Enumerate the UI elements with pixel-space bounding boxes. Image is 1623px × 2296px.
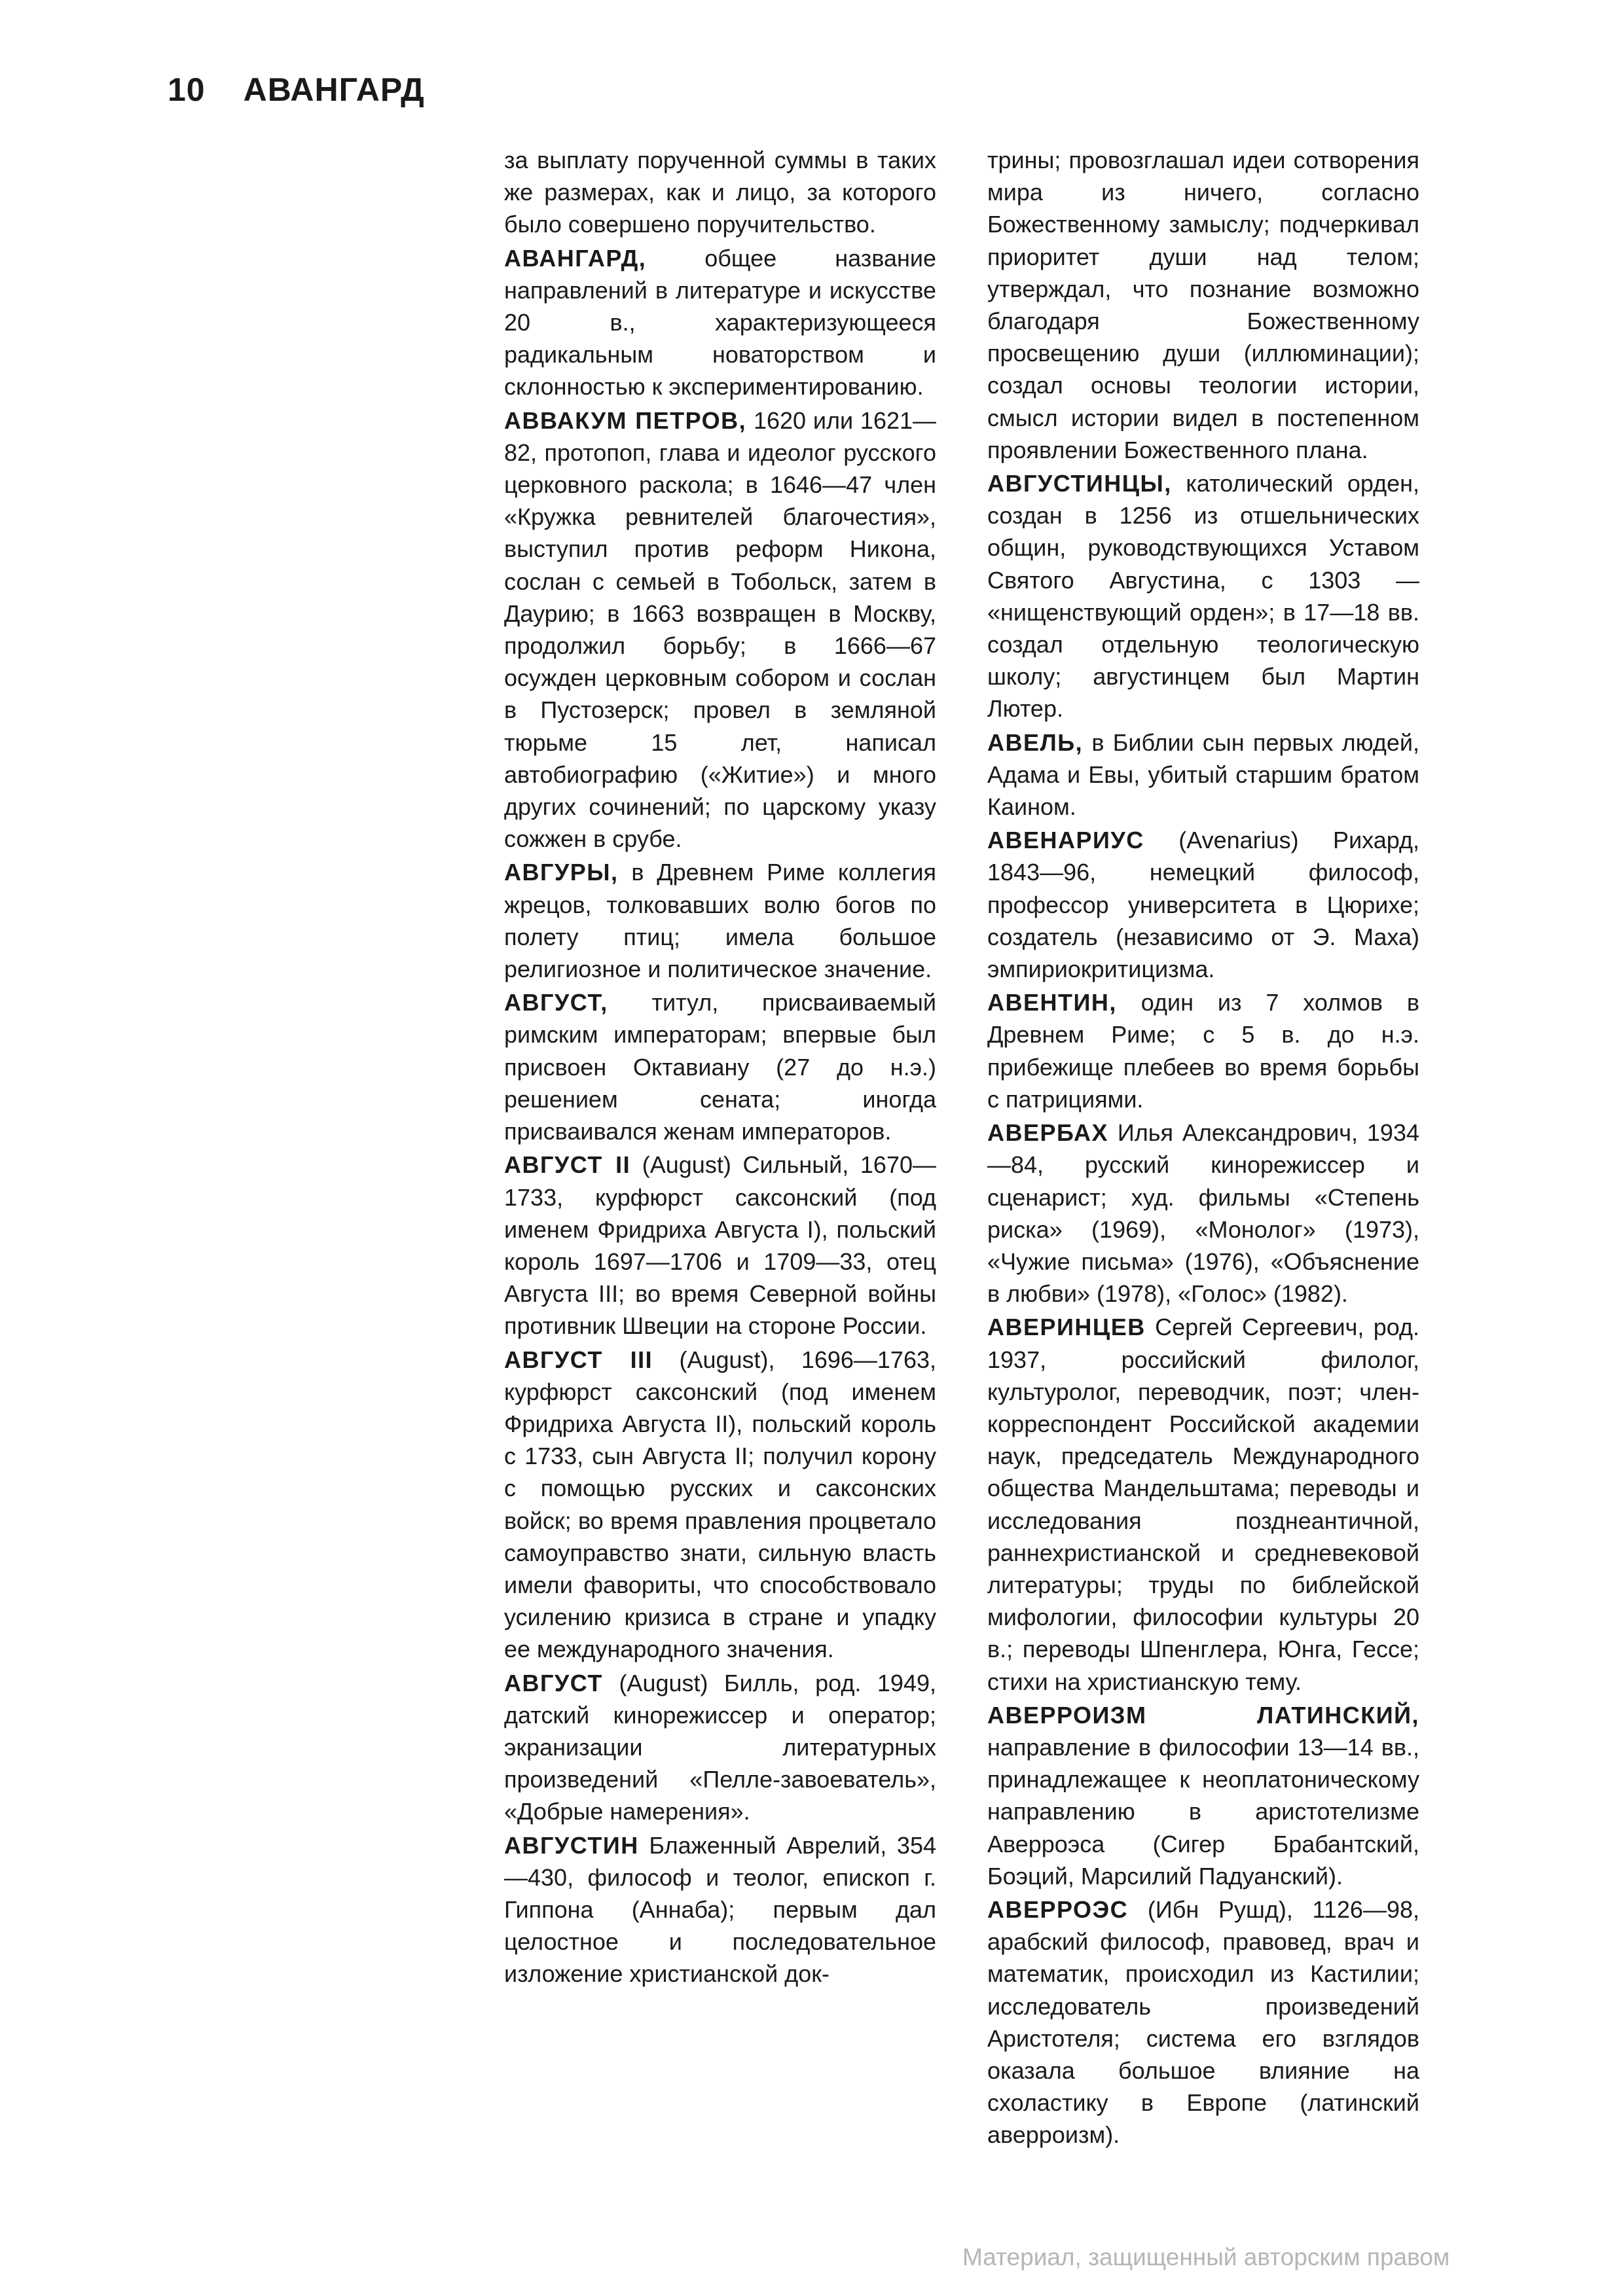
- entry-definition: один из 7 холмов в Древнем Риме; с 5 в. до н.э. прибежище плебеев во время борьбы с патрициями.: [987, 989, 1419, 1113]
- entry-definition: общее название направлений в литературе и искусстве 20 в., характеризующееся радикальным новаторством и склонностью к экспериментированию.: [504, 244, 936, 401]
- entry-headword: АВЕНАРИУС: [987, 827, 1144, 854]
- entry-definition: Сергей Сергеевич, род. 1937, российский филолог, культуролог, переводчик, поэт; член-корреспондент Российской академии наук, председатель Международного общества Мандельштама; переводы и исследования позднеантичной, раннехристианской и средневековой литературы; труды по библейской мифологии, философии культуры 20 в.; переводы Шпенглера, Юнга, Гессе; стихи на христианскую тему.: [987, 1314, 1419, 1695]
- dictionary-entry: [987, 1117, 1419, 1310]
- entry-definition: (August) Билль, род. 1949, датский кинорежиссер и оператор; экранизации литературных произведений «Пелле-завоеватель», «Добрые намерения».: [504, 1669, 936, 1825]
- entry-headword: АВГУСТ: [504, 1669, 603, 1696]
- entry-headword: АВГУРЫ,: [504, 859, 619, 886]
- entry-headword: АВЕЛЬ,: [987, 728, 1084, 756]
- dictionary-entry: [504, 1829, 936, 1990]
- entry-headword: АВГУСТ II: [504, 1151, 631, 1179]
- dictionary-entry: [504, 242, 936, 403]
- copyright-watermark: Материал, защищенный авторским правом: [962, 2244, 1450, 2270]
- entry-headword: АВЕНТИН,: [987, 989, 1117, 1016]
- entry-definition: католический орден, создан в 1256 из отшельнических общин, руководствующихся Уставом Святого Августина, с 1303 — «нищенствующий орден»; в 17—18 вв. создал отдельную теологическую школу; августинцем был Мартин Лютер.: [987, 470, 1419, 723]
- page-number: 10: [168, 71, 206, 108]
- running-head: [168, 71, 425, 109]
- entry-headword: АВГУСТ,: [504, 989, 608, 1016]
- entry-definition: (Avenarius) Рихард, 1843—96, немецкий философ, профессор университета в Цюрихе; создатель (независимо от Э. Маха) эмпириокритицизма.: [987, 827, 1419, 983]
- entry-headword: АВГУСТИН: [504, 1831, 639, 1859]
- entry-definition: 1620 или 1621—82, протопоп, глава и идеолог русского церковного раскола; в 1646—47 член «Кружка ревнителей благочестия», выступил против реформ Никона, сослан с семьей в Тобольск, затем в Даурию; в 1663 возвращен в Москву, продолжил борьбу; в 1666—67 осужден церковным собором и сослан в Пустозерск; провел в земляной тюрьме 15 лет, написал автобиографию («Житие») и много других сочинений; по царскому указу сожжен в срубе.: [504, 406, 937, 853]
- entry-definition: направление в философии 13—14 вв., принадлежащее к неоплатоническому направлению в аристотелизме Аверроэса (Сигер Брабантский, Боэций, Марсилий Падуанский).: [987, 1733, 1419, 1890]
- entry-headword: АВВАКУМ ПЕТРОВ,: [504, 406, 747, 434]
- dictionary-entry: [504, 144, 936, 241]
- entry-headword: АВЕРИНЦЕВ: [987, 1314, 1146, 1341]
- entry-definition: за выплату порученной суммы в таких же размерах, как и лицо, за которого было совершено поручительство.: [504, 147, 936, 238]
- dictionary-entry: [987, 824, 1419, 985]
- dictionary-entry: [504, 856, 936, 985]
- entry-definition: Блаженный Аврелий, 354—430, философ и теолог, епископ г. Гиппона (Аннаба); первым дал целостное и последовательное изложение христианской док-: [504, 1831, 936, 1988]
- entry-definition: в Древнем Риме коллегия жрецов, толковавших волю богов по полету птиц; имела большое религиозное и политическое значение.: [504, 859, 936, 983]
- dictionary-entry: [987, 467, 1419, 725]
- dictionary-entry: [504, 404, 936, 855]
- dictionary-entry: [504, 1344, 936, 1666]
- dictionary-entry: [504, 1667, 936, 1828]
- entry-definition: в Библии сын первых людей, Адама и Евы, убитый старшим братом Каином.: [987, 728, 1419, 821]
- entry-headword: АВЕРРОИЗМ ЛАТИНСКИЙ,: [987, 1701, 1419, 1729]
- entry-headword: АВГУСТИНЦЫ,: [987, 470, 1172, 497]
- entry-definition: (Ибн Рушд), 1126—98, арабский философ, правовед, врач и математик, происходил из Кастилии; исследователь произведений Аристотеля; система его взглядов оказала большое влияние на схоластику в Европе (латинский аверроизм).: [987, 1895, 1419, 2149]
- running-head-title: АВАНГАРД: [243, 71, 425, 108]
- dictionary-entry: [987, 144, 1419, 466]
- entry-headword: АВЕРРОЭС: [987, 1895, 1129, 1923]
- column-right: [987, 144, 1419, 2153]
- column-left: [504, 144, 936, 1992]
- dictionary-entry: [504, 1149, 936, 1342]
- dictionary-entry: [987, 1893, 1419, 2151]
- entry-headword: АВАНГАРД,: [504, 244, 647, 272]
- dictionary-entry: [987, 986, 1419, 1115]
- dictionary-entry: [987, 726, 1419, 823]
- dictionary-entry: [987, 1699, 1419, 1892]
- entry-headword: АВГУСТ III: [504, 1346, 653, 1373]
- entry-definition: (August) Сильный, 1670—1733, курфюрст саксонский (под именем Фридриха Августа I), польский король 1697—1706 и 1709—33, отец Августа III; во время Северной войны противник Швеции на стороне России.: [504, 1151, 936, 1340]
- entry-headword: АВЕРБАХ: [987, 1119, 1109, 1147]
- dictionary-entry: [987, 1311, 1419, 1697]
- dictionary-entry: [504, 986, 936, 1147]
- entry-definition: (August), 1696—1763, курфюрст саксонский (под именем Фридриха Августа II), польский король с 1733, сын Августа II; получил корону с помощью русских и саксонских войск; во время правления процветало самоуправство знати, сильную власть имели фавориты, что способствовало усилению кризиса в стране и упадку ее международного значения.: [504, 1346, 936, 1663]
- entry-definition: титул, присваиваемый римским императорам; впервые был присвоен Октавиану (27 до н.э.) решением сената; иногда присваивался женам императоров.: [504, 989, 936, 1145]
- entry-definition: Илья Александрович, 1934—84, русский кинорежиссер и сценарист; худ. фильмы «Степень риска» (1969), «Монолог» (1973), «Чужие письма» (1976), «Объяснение в любви» (1978), «Голос» (1982).: [987, 1119, 1419, 1308]
- entry-definition: трины; провозглашал идеи сотворения мира из ничего, согласно Божественному замыслу; подчеркивал приоритет души над телом; утверждал, что познание возможно благодаря Божественному просвещению души (иллюминации); создал основы теологии истории, смысл истории видел в постепенном проявлении Божественного плана.: [987, 147, 1419, 463]
